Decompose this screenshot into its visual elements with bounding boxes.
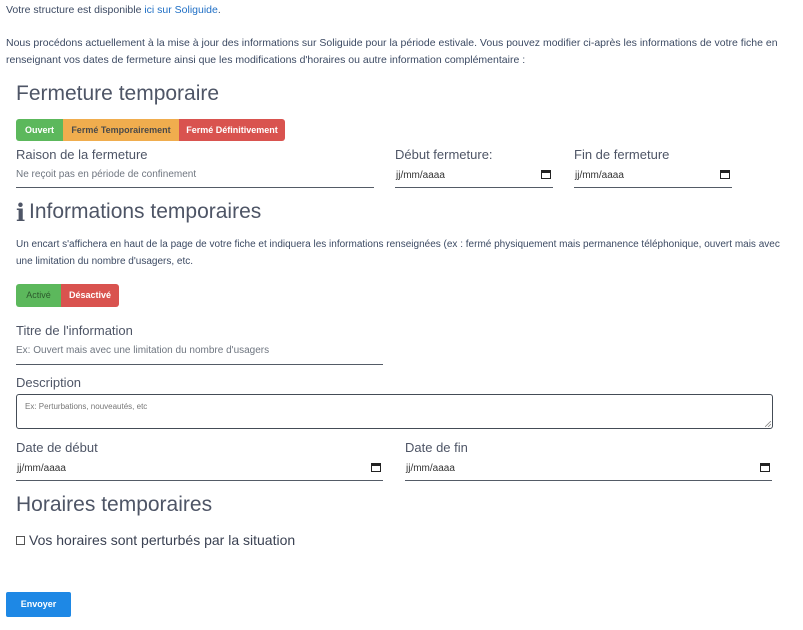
submit-button[interactable]: Envoyer bbox=[6, 592, 71, 617]
info-start-date-input[interactable] bbox=[16, 459, 383, 481]
hours-section-title: Horaires temporaires bbox=[16, 493, 213, 516]
closure-start-placeholder: jj/mm/aaaa bbox=[396, 170, 445, 181]
calendar-icon[interactable] bbox=[371, 462, 381, 472]
activate-button[interactable]: Activé bbox=[16, 284, 61, 307]
info-desc-placeholder: Ex: Perturbations, nouveautés, etc bbox=[25, 402, 148, 411]
info-start-placeholder: jj/mm/aaaa bbox=[17, 463, 66, 474]
info-end-date-input[interactable] bbox=[405, 459, 772, 481]
info-end-label: Date de fin bbox=[405, 440, 468, 455]
calendar-icon[interactable] bbox=[760, 462, 770, 472]
calendar-icon[interactable] bbox=[541, 169, 551, 179]
calendar-icon[interactable] bbox=[720, 169, 730, 179]
availability-text: Votre structure est disponible bbox=[6, 4, 145, 16]
closure-reason-input[interactable] bbox=[16, 166, 374, 188]
info-desc-label: Description bbox=[16, 375, 82, 390]
info-description: Un encart s'affichera en haut de la page de votre fiche et indiquera les informations renseignées (ex : fermé physiquement mais permanence téléphonique, ouvert mais avec une limitation du nombre d'usagers, etc. bbox=[16, 239, 780, 267]
info-icon: i bbox=[16, 198, 26, 227]
update-notice: Nous procédons actuellement à la mise à jour des informations sur Soliguide pour la période estivale. Vous pouvez modifier ci-après les informations de votre fiche en renseignant vos dates de fermeture ainsi que les modifications d'horaires ou autre information complémentaire : bbox=[6, 37, 778, 66]
availability-notice bbox=[6, 2, 221, 19]
hours-disrupted-checkbox[interactable] bbox=[16, 536, 25, 545]
closure-end-label: Fin de fermeture bbox=[574, 147, 670, 162]
soliguide-link[interactable]: ici sur Soliguide bbox=[144, 4, 218, 16]
info-desc-textarea[interactable] bbox=[16, 394, 773, 429]
open-button[interactable]: Ouvert bbox=[16, 119, 63, 141]
closure-start-label: Début fermeture: bbox=[395, 147, 493, 162]
info-title-placeholder: Ex: Ouvert mais avec une limitation du nombre d'usagers bbox=[16, 345, 270, 356]
info-title-label: Titre de l'information bbox=[16, 323, 133, 338]
closure-section-title: Fermeture temporaire bbox=[16, 82, 220, 105]
info-end-placeholder: jj/mm/aaaa bbox=[406, 463, 455, 474]
info-section-title: Informations temporaires bbox=[29, 200, 262, 223]
availability-suffix: . bbox=[217, 4, 221, 16]
info-title-input[interactable] bbox=[16, 342, 383, 365]
permanently-closed-button[interactable]: Fermé Définitivement bbox=[179, 119, 285, 141]
resize-handle-icon[interactable] bbox=[765, 421, 771, 427]
info-start-label: Date de début bbox=[16, 440, 98, 455]
closure-reason-placeholder: Ne reçoit pas en période de confinement bbox=[16, 169, 197, 180]
closure-end-placeholder: jj/mm/aaaa bbox=[575, 170, 624, 181]
closure-end-date-input[interactable] bbox=[574, 166, 732, 188]
closure-start-date-input[interactable] bbox=[395, 166, 553, 188]
closure-reason-label: Raison de la fermeture bbox=[16, 147, 148, 162]
temporarily-closed-button[interactable]: Fermé Temporairement bbox=[63, 119, 179, 141]
deactivate-button[interactable]: Désactivé bbox=[61, 284, 119, 307]
hours-disrupted-label: Vos horaires sont perturbés par la situation bbox=[29, 532, 296, 548]
